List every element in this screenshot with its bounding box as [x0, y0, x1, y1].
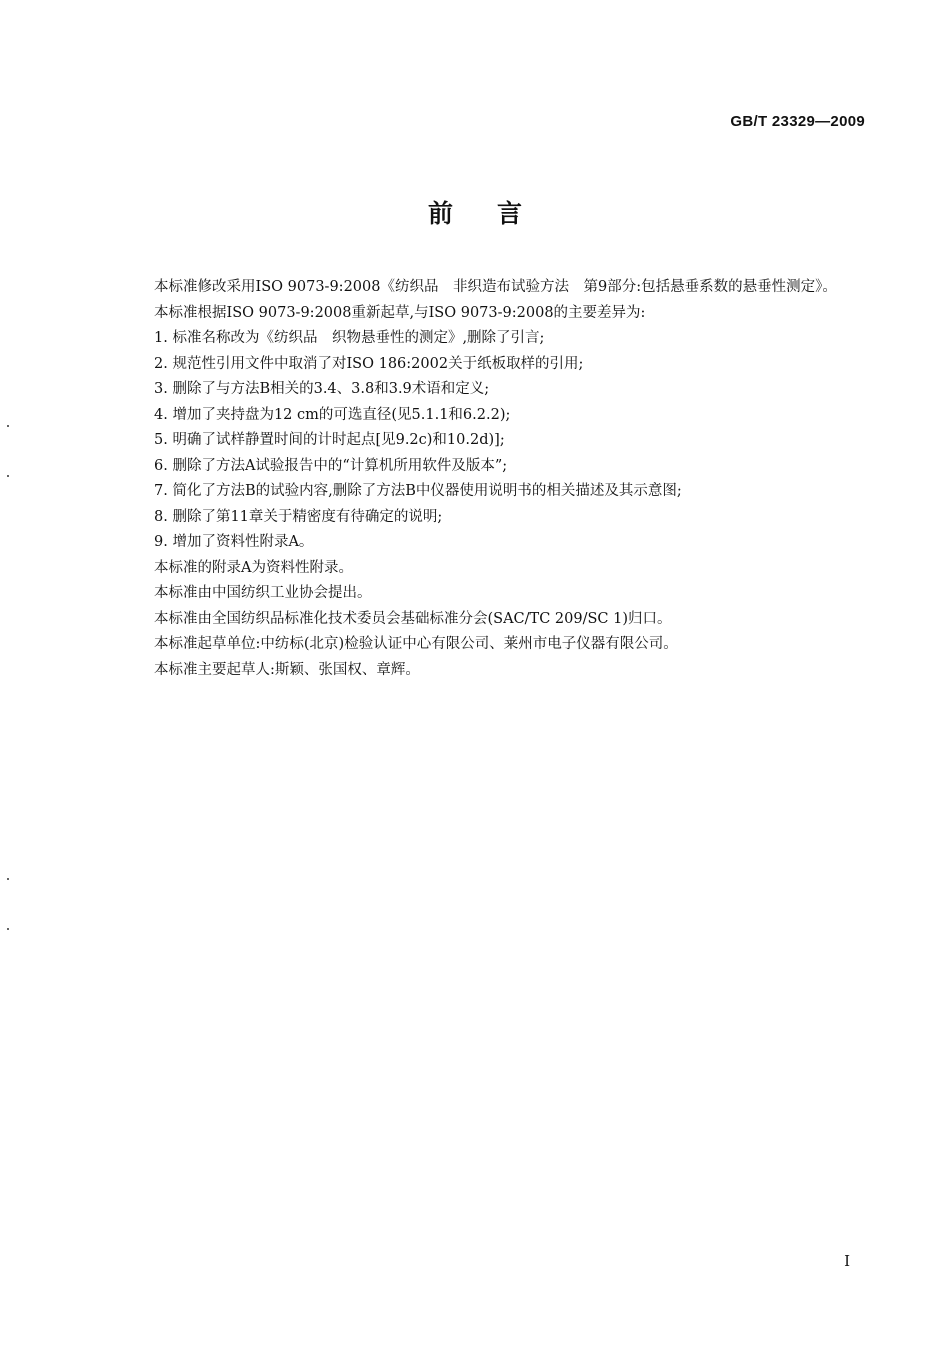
list-item: 5. 明确了试样静置时间的计时起点[见9.2c)和10.2d)];	[154, 432, 505, 448]
paragraph: 本标准的附录A为资料性附录。	[154, 559, 353, 576]
scan-speck	[7, 425, 9, 427]
paragraph: 本标准主要起草人:斯颖、张国权、章辉。	[154, 661, 420, 678]
page-number: I	[844, 1252, 850, 1270]
list-item: 6. 删除了方法A试验报告中的“计算机所用软件及版本”;	[154, 457, 508, 474]
list-item: 9. 增加了资料性附录A。	[154, 534, 314, 550]
list-item: 8. 删除了第11章关于精密度有待确定的说明;	[154, 508, 443, 525]
paragraph: 本标准由全国纺织品标准化技术委员会基础标准分会(SAC/TC 209/SC 1)归口。	[154, 610, 672, 627]
list-item: 7. 简化了方法B的试验内容,删除了方法B中仪器使用说明书的相关描述及其示意图;	[154, 483, 682, 499]
list-item: 3. 删除了与方法B相关的3.4、3.8和3.9术语和定义;	[154, 381, 490, 397]
list-item: 2. 规范性引用文件中取消了对ISO 186:2002关于纸板取样的引用;	[154, 355, 584, 372]
paragraph: 本标准起草单位:中纺标(北京)检验认证中心有限公司、莱州市电子仪器有限公司。	[154, 636, 678, 652]
paragraph: 本标准修改采用ISO 9073-9:2008《纺织品 非织造布试验方法 第9部分:包括悬垂系数的悬垂性测定》。	[154, 279, 837, 295]
paragraph: 本标准根据ISO 9073-9:2008重新起草,与ISO 9073-9:2008的主要差异为:	[154, 304, 646, 321]
list-item: 1. 标准名称改为《纺织品 织物悬垂性的测定》,删除了引言;	[154, 330, 545, 346]
scan-speck	[7, 878, 9, 880]
page-title: 前言	[427, 199, 566, 228]
scan-speck	[7, 475, 9, 477]
list-item: 4. 增加了夹持盘为12 cm的可选直径(见5.1.1和6.2.2);	[154, 406, 511, 423]
foreword-body	[124, 275, 866, 683]
standard-number: GB/T 23329—2009	[730, 113, 865, 130]
scan-speck	[7, 928, 9, 930]
paragraph: 本标准由中国纺织工业协会提出。	[154, 585, 372, 601]
